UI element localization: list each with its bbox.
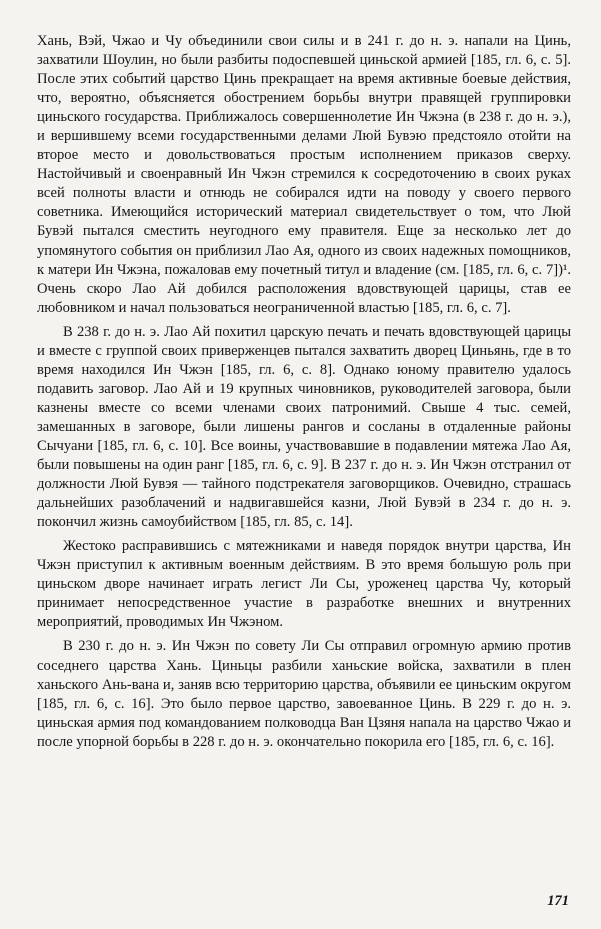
paragraph-3: Жестоко расправившись с мятежниками и наведя порядок внутри царства, Ин Чжэн приступил к активным военным действиям. В это время большую роль при циньском дворе начинает играть легист Ли Сы, уроженец царства Чу, который принимает непосредственное участие в разработке внешних и внутренних мероприятий, проводимых Ин Чжэном. xyxy=(37,538,571,631)
page-number: 171 xyxy=(547,893,569,909)
paragraph-4: В 230 г. до н. э. Ин Чжэн по совету Ли Сы отправил огромную армию против соседнего царства Хань. Циньцы разбили ханьские войска, захватили в плен ханьского Ань-вана и, заняв всю территорию царства, объявили ее циньским округом [185, гл. 6, с. 16]. Это было первое царство, завоеванное Цинь. В 229 г. до н. э. циньская армия под командованием полководца Ван Цзяня напала на царство Чжао и после упорной борьбы в 228 г. до н. э. окончательно покорила его [185, гл. 6, с. 16]. xyxy=(37,638,571,750)
paragraph-2: В 238 г. до н. э. Лао Ай похитил царскую печать и печать вдовствующей царицы и вместе с группой своих приверженцев пытался захватить дворец Циньянь, где в то время находился Ин Чжэн [185, гл. 6, с. 8]. Однако юному правителю удалось подавить заговор. Лао Ай и 19 крупных чиновников, руководителей заговора, были казнены вместе со всеми членами своих патронимий. Свыше 4 тыс. семей, замешанных в заговоре, были лишены рангов и сосланы в отдаленные районы Сычуани [185, гл. 6, с. 10]. Все воины, участвовавшие в подавлении мятежа Лао Ая, были повышены на один ранг [185, гл. 6, с. 9]. В 237 г. до н. э. Ин Чжэн отстранил от должности Люй Бувэя — тайного подстрекателя заговорщиков. Очевидно, страшась дальнейших разоблачений и надвигавшейся казни, Люй Бувэй в 234 г. до н. э. покончил жизнь самоубийством [185, гл. 85, с. 14]. xyxy=(37,323,571,531)
page-body xyxy=(37,32,571,757)
paragraph-1: Хань, Вэй, Чжао и Чу объединили свои силы и в 241 г. до н. э. напали на Цинь, захватили Шоулин, но были разбиты подоспевшей циньской армией [185, гл. 6, с. 5]. После этих событий царство Цинь прекращает на время активные боевые действия, что, вероятно, объясняется обострением борьбы внутри правящей группировки циньского государства. Приближалось совершеннолетие Ин Чжэна (в 238 г. до н. э.), и вершившему всеми государственными делами Люй Бувэю предстояло отойти на второе место и довольствоваться простым исполнением приказов сверху. Настойчивый и своенравный Ин Чжэн стремился к сосредоточению в своих руках всей полноты власти и отнюдь не собирался идти на поводу у своего первого советника. Имеющийся исторический материал свидетельствует о том, что Люй Бувэй пытался сместить неугодного ему правителя. Еще за несколько лет до упомянутого события он приблизил Лао Ая, одного из своих надежных помощников, к матери Ин Чжэна, пожаловав ему почетный титул и владение (см. [185, гл. 6, с. 7])¹. Очень скоро Лао Ай добился расположения вдовствующей царицы, став ее любовником и начал пользоваться неограниченной властью [185, гл. 6, с. 7]. xyxy=(37,33,571,316)
